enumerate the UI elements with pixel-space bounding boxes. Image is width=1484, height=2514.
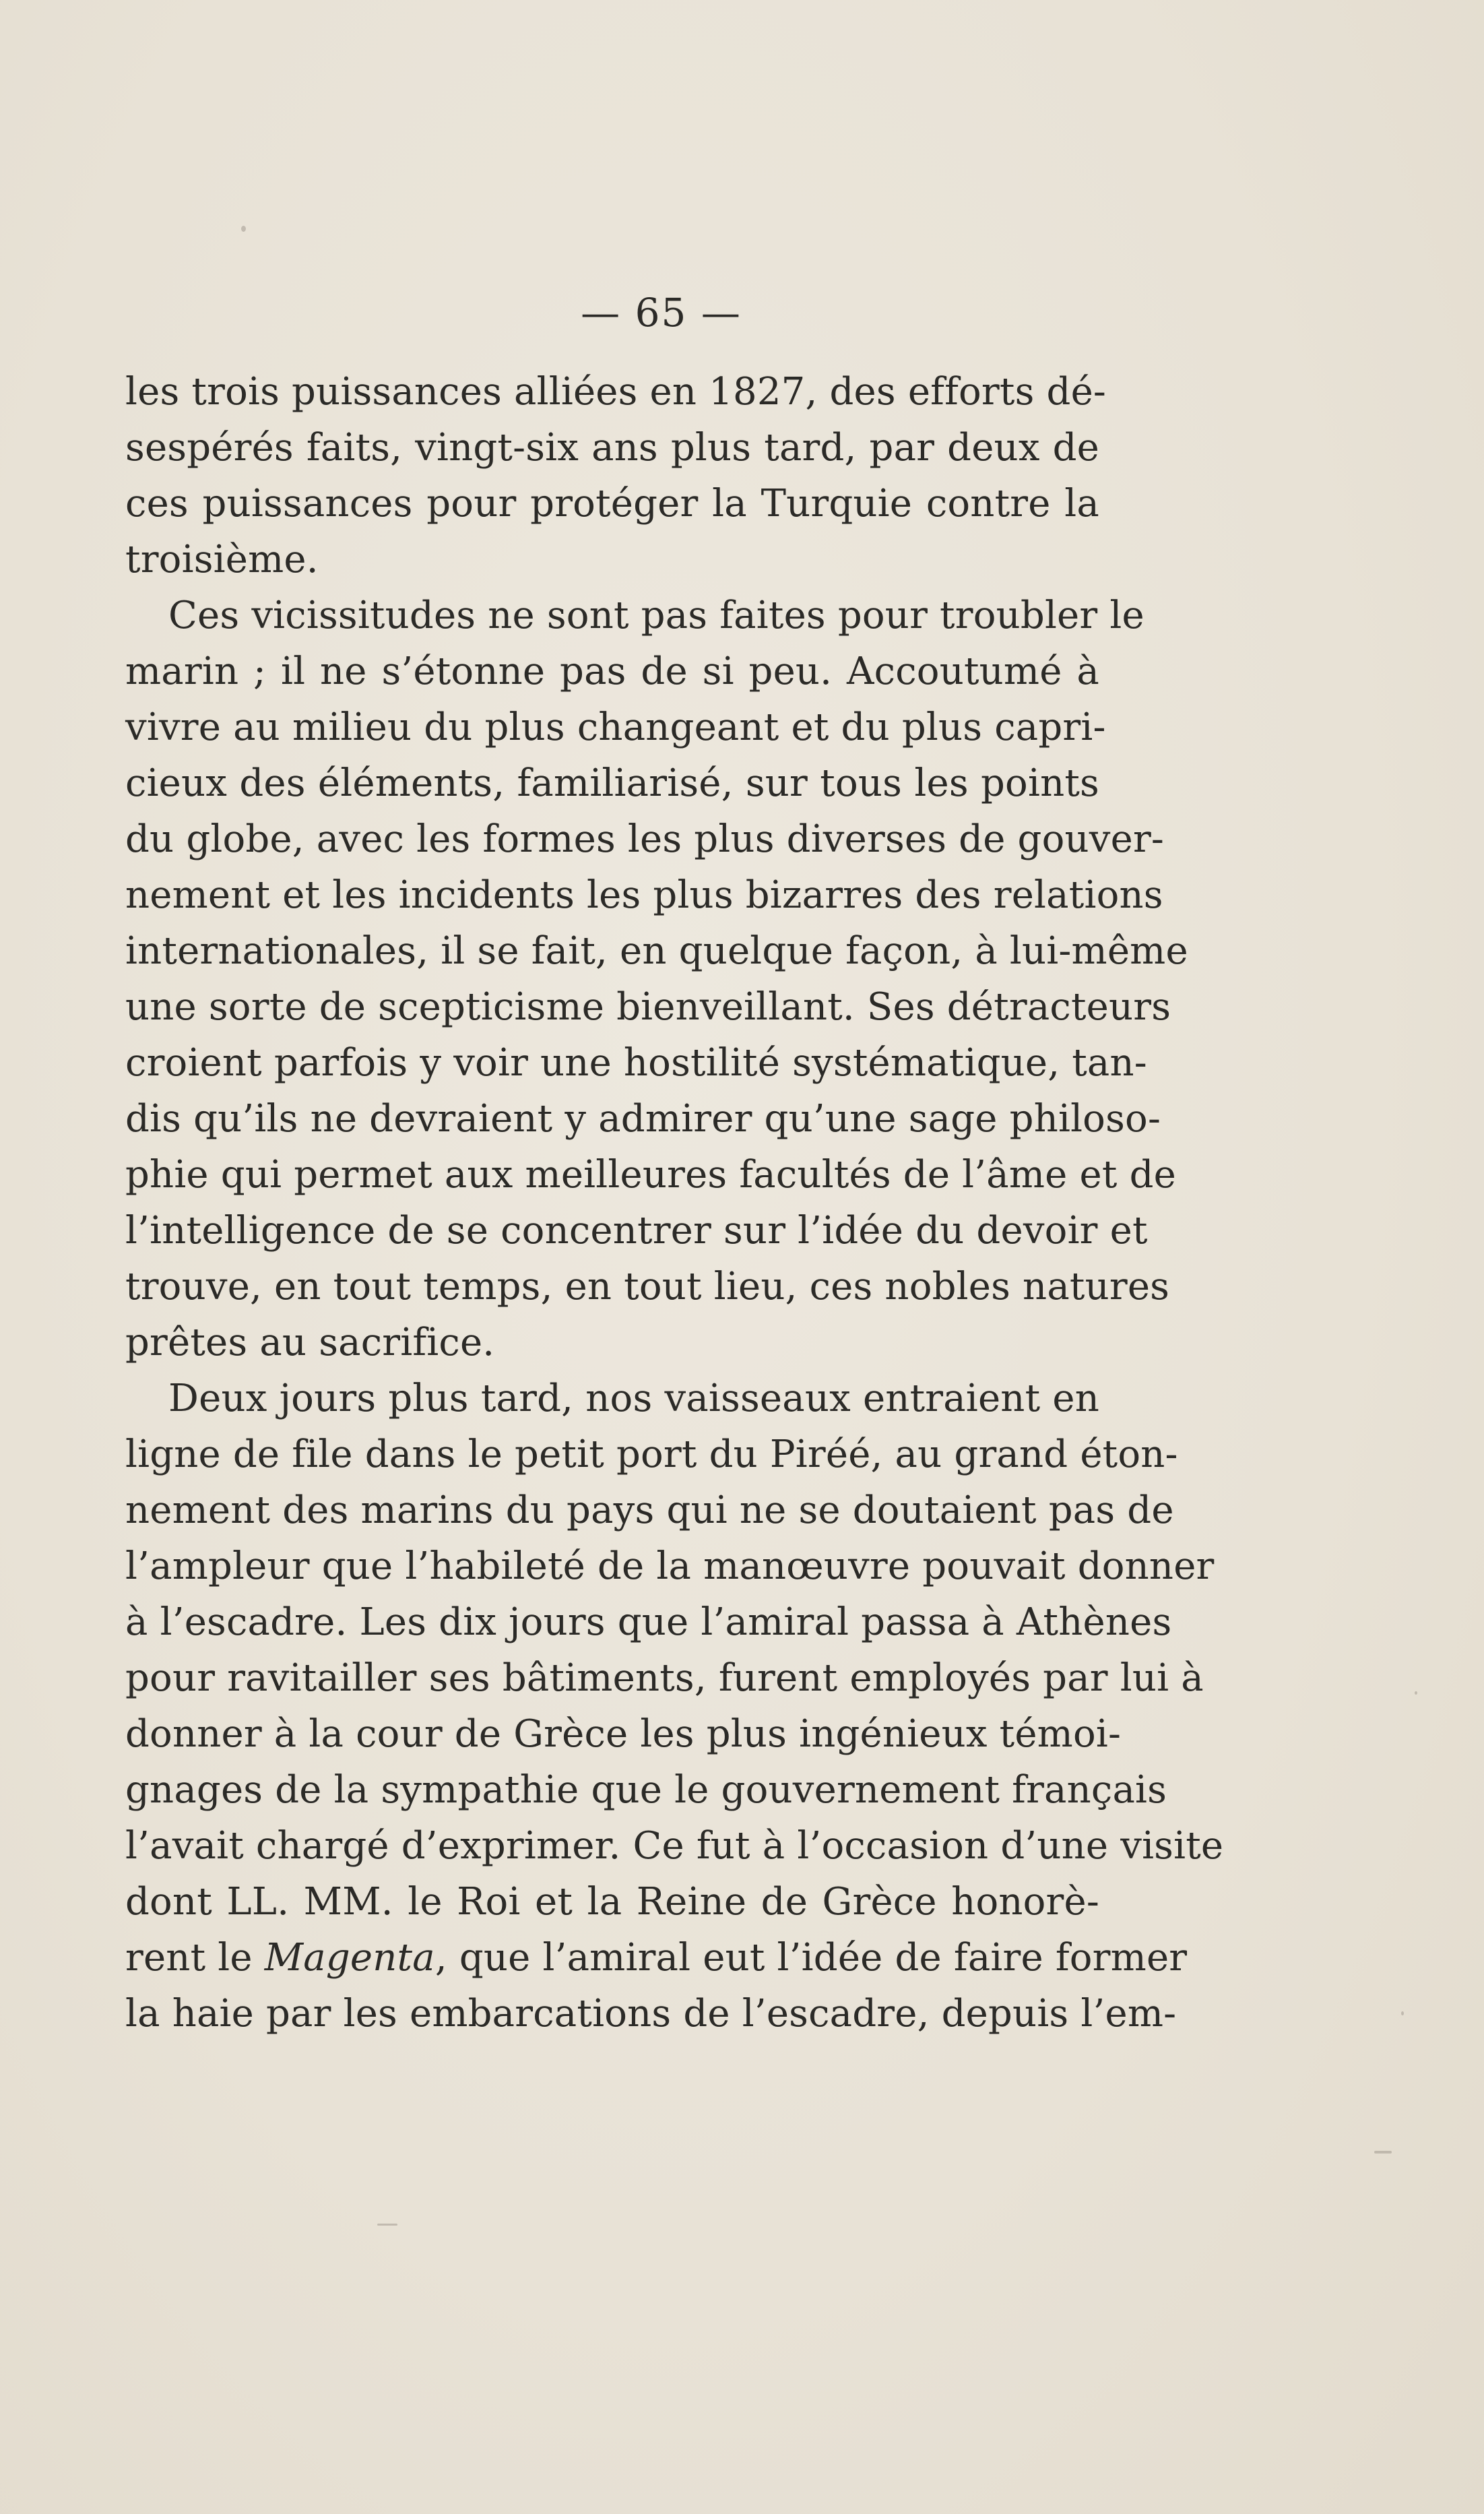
text-line: marin ; il ne s’étonne pas de si peu. Accoutumé à — [125, 650, 1099, 693]
text-line: troisième. — [125, 538, 319, 582]
text-line: l’intelligence de se concentrer sur l’idée du devoir et — [125, 1209, 1148, 1253]
paper-speck — [377, 2224, 397, 2226]
text-line: prêtes au sacrifice. — [125, 1321, 495, 1364]
paper-speck — [1401, 2011, 1404, 2015]
text-line: gnages de la sympathie que le gouvernement français — [125, 1768, 1167, 1812]
text-line: une sorte de scepticisme bienveillant. Ses détracteurs — [125, 985, 1171, 1029]
text-line: pour ravitailler ses bâtiments, furent employés par lui à — [125, 1656, 1204, 1700]
text-line: cieux des éléments, familiarisé, sur tous les points — [125, 761, 1099, 805]
text-line: à l’escadre. Les dix jours que l’amiral passa à Athènes — [125, 1600, 1172, 1644]
text-line: l’ampleur que l’habileté de la manœuvre pouvait donner — [125, 1544, 1215, 1588]
text-line: croient parfois y voir une hostilité systématique, tan- — [125, 1041, 1147, 1085]
paper-speck — [1374, 2151, 1392, 2154]
text-line: trouve, en tout temps, en tout lieu, ces nobles natures — [125, 1265, 1170, 1309]
text-line: l’avait chargé d’exprimer. Ce fut à l’occasion d’une visite — [125, 1824, 1224, 1868]
page-number: — 65 — — [581, 290, 742, 336]
text-line: du globe, avec les formes les plus diverses de gouver- — [125, 817, 1165, 861]
text-line: rent le Magenta, que l’amiral eut l’idée de faire former — [125, 1936, 1188, 1980]
text-line: vivre au milieu du plus changeant et du plus capri- — [125, 705, 1106, 749]
text-line: phie qui permet aux meilleures facultés de l’âme et de — [125, 1153, 1176, 1197]
text-line: donner à la cour de Grèce les plus ingénieux témoi- — [125, 1712, 1122, 1756]
text-line: ces puissances pour protéger la Turquie contre la — [125, 482, 1099, 526]
text-line: internationales, il se fait, en quelque façon, à lui-même — [125, 929, 1188, 973]
paper-speck — [1415, 1691, 1417, 1695]
text-line: Deux jours plus tard, nos vaisseaux entraient en — [168, 1377, 1099, 1420]
text-line: les trois puissances alliées en 1827, des efforts dé- — [125, 370, 1107, 414]
text-line: dis qu’ils ne devraient y admirer qu’une sage philoso- — [125, 1097, 1161, 1141]
text-line: la haie par les embarcations de l’escadre, depuis l’em- — [125, 1992, 1177, 2036]
text-line: Ces vicissitudes ne sont pas faites pour troubler le — [168, 594, 1144, 637]
ship-name: Magenta — [264, 1936, 435, 1980]
text-line: sespérés faits, vingt-six ans plus tard, par deux de — [125, 426, 1099, 470]
text-line: nement et les incidents les plus bizarres des relations — [125, 873, 1163, 917]
text-line: nement des marins du pays qui ne se doutaient pas de — [125, 1488, 1174, 1532]
text-line: dont LL. MM. le Roi et la Reine de Grèce honorè- — [125, 1880, 1099, 1924]
paper-speck — [241, 226, 246, 232]
text-line: ligne de file dans le petit port du Piréé, au grand éton- — [125, 1433, 1178, 1476]
